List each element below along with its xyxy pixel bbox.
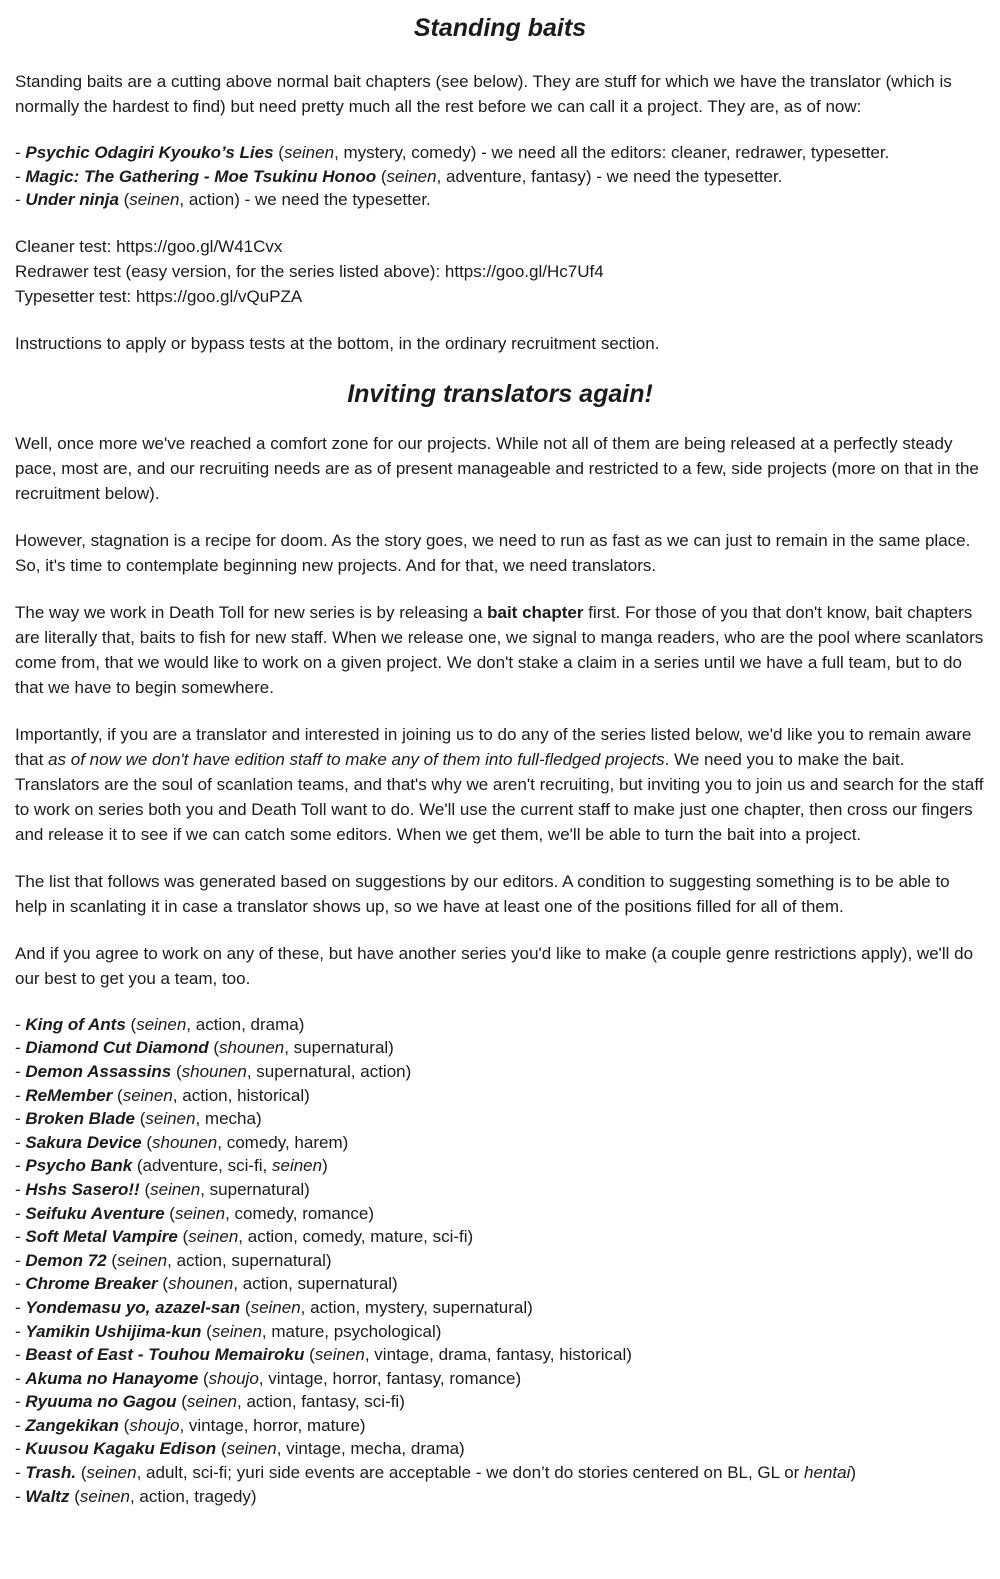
text-run: -: [15, 1038, 26, 1058]
series-list-item: [15, 1225, 985, 1249]
series-list-item: [15, 1107, 985, 1131]
text-run: shounen: [168, 1274, 234, 1294]
text-run: shounen: [219, 1038, 285, 1058]
text-run: Psychic Odagiri Kyouko’s Lies: [25, 143, 274, 162]
text-run: Waltz: [25, 1486, 70, 1506]
text-run: , adult, sci-fi; yuri side events are acceptable - we don’t do stories centered on BL, GL or: [136, 1463, 805, 1483]
test-instructions: [15, 331, 985, 356]
standing-bait-item: [15, 188, 985, 212]
stagnation-paragraph: [15, 528, 985, 578]
standing-bait-item: [15, 165, 985, 189]
text-run: -: [15, 1415, 26, 1435]
text-run: , mystery, comedy) - we need all the editors: cleaner, redrawer, typesetter.: [334, 143, 890, 162]
text-run: , vintage, mecha, drama): [276, 1439, 465, 1459]
text-run: (: [198, 1368, 209, 1388]
translator-invitation-details: [15, 722, 985, 847]
text-run: -: [15, 190, 26, 210]
text-run: (: [76, 1463, 87, 1483]
text-run: seinen: [250, 1297, 301, 1317]
text-run: seinen: [188, 1227, 239, 1247]
text-run: -: [15, 1085, 26, 1105]
text-run: Beast of East - Touhou Memairoku: [25, 1345, 305, 1365]
text-run: Akuma no Hanayome: [25, 1368, 199, 1388]
comfort-zone-paragraph: [15, 431, 985, 506]
text-run: (: [171, 1061, 182, 1081]
series-list-item: [15, 1461, 985, 1485]
test-line: [15, 284, 985, 309]
text-run: (: [208, 1038, 219, 1058]
text-run: ReMember: [25, 1085, 113, 1105]
text-run: seinen: [211, 1321, 262, 1341]
text-run: Magic: The Gathering - Moe Tsukinu Honoo: [25, 166, 377, 186]
text-run: Standing baits: [413, 14, 587, 42]
text-run: , action, comedy, mature, sci-fi): [238, 1227, 474, 1247]
text-run: (: [216, 1439, 227, 1459]
text-run: , mature, psychological): [261, 1321, 442, 1341]
text-run: Seifuku Aventure: [25, 1203, 165, 1223]
text-run: However, stagnation is a recipe for doom. As the story goes, we need to run as fast as we can just to remain in the same place. So, it's time to contemplate beginning new projects. And for that, we need translators.: [15, 530, 971, 575]
text-run: -: [15, 1061, 26, 1081]
series-list-item: [15, 1202, 985, 1226]
text-run: And if you agree to work on any of these, but have another series you'd like to make (a couple genre restrictions apply), we'll do our best to get you a team, too.: [15, 943, 974, 988]
text-run: shoujo: [129, 1415, 180, 1435]
text-run: seinen: [145, 1109, 196, 1129]
document-body: [15, 12, 985, 1508]
text-run: Hshs Sasero!!: [25, 1179, 140, 1199]
text-run: , action, supernatural): [167, 1250, 332, 1270]
text-run: (: [69, 1486, 80, 1506]
text-run: seinen: [122, 1085, 173, 1105]
text-run: Redrawer test (easy version, for the series listed above): https://goo.gl/Hc7Uf4: [15, 261, 604, 281]
text-run: Sakura Device: [25, 1132, 142, 1152]
text-run: as of now we don't have edition staff to make any of them into full-fledged projects: [48, 749, 665, 769]
standing-baits-intro: [15, 69, 985, 119]
text-run: -: [15, 1368, 26, 1388]
text-run: shounen: [181, 1061, 247, 1081]
text-run: seinen: [226, 1439, 277, 1459]
text-run: -: [15, 1014, 26, 1034]
text-run: (: [376, 166, 387, 186]
text-run: Ryuuma no Gagou: [25, 1392, 177, 1412]
text-run: seinen: [186, 1392, 238, 1412]
text-run: -: [15, 1156, 26, 1176]
text-run: hentai: [804, 1463, 851, 1483]
text-run: -: [15, 143, 26, 162]
text-run: seinen: [314, 1345, 365, 1365]
text-run: Under ninja: [25, 190, 119, 210]
text-run: (: [118, 1415, 130, 1435]
series-list-item: [15, 1084, 985, 1108]
text-run: (: [201, 1321, 212, 1341]
text-run: seinen: [283, 143, 335, 162]
text-run: -: [15, 1392, 26, 1412]
standing-baits-title: [15, 12, 985, 45]
text-run: Demon Assassins: [25, 1061, 172, 1081]
text-run: seinen: [86, 1463, 137, 1483]
text-run: , vintage, horror, fantasy, romance): [258, 1368, 522, 1388]
series-list-item: [15, 1013, 985, 1037]
series-list-item: [15, 1249, 985, 1273]
text-run: (: [139, 1179, 151, 1199]
text-run: seinen: [136, 1014, 187, 1034]
text-run: The way we work in Death Toll for new series is by releasing a: [15, 602, 488, 622]
text-run: ): [322, 1156, 328, 1176]
text-run: Cleaner test: https://goo.gl/W41Cvx: [15, 236, 283, 256]
text-run: Diamond Cut Diamond: [25, 1038, 209, 1058]
text-run: , supernatural): [284, 1038, 394, 1058]
text-run: -: [15, 1179, 26, 1199]
bait-chapter-explainer: [15, 600, 985, 700]
text-run: Well, once more we've reached a comfort zone for our projects. While not all of them are being released at a perfectly steady pace, most are, and our recruiting needs are as of present manageable and restricted to a few, side projects (more on that in the recruitment below).: [15, 433, 979, 503]
text-run: . We need you to make the bait. Translators are the soul of scanlation teams, and that's why we aren't recruiting, but inviting you to join us and search for the staff to work on series both you and Death Toll want to do. We'll use the current staff to make just one chapter, then cross our fingers and release it to see if we can catch some editors. When we get them, we'll be able to turn the bait into a project.: [15, 749, 984, 844]
text-run: (: [134, 1109, 146, 1129]
text-run: (: [106, 1250, 118, 1270]
text-run: , action, tragedy): [129, 1486, 257, 1506]
text-run: seinen: [174, 1203, 226, 1223]
text-run: seinen: [117, 1250, 168, 1270]
series-list-item: [15, 1036, 985, 1060]
text-run: Demon 72: [25, 1250, 107, 1270]
text-run: , vintage, drama, fantasy, historical): [364, 1345, 632, 1365]
text-run: seinen: [150, 1179, 201, 1199]
series-list-item: [15, 1437, 985, 1461]
text-run: Instructions to apply or bypass tests at the bottom, in the ordinary recruitment section.: [15, 333, 660, 353]
text-run: seinen: [271, 1156, 323, 1176]
test-line: [15, 259, 985, 284]
text-run: , action, historical): [172, 1085, 310, 1105]
other-series-paragraph: [15, 941, 985, 991]
text-run: -: [15, 1250, 26, 1270]
text-run: -: [15, 1439, 26, 1459]
series-list-item: [15, 1414, 985, 1438]
text-run: Psycho Bank: [25, 1156, 133, 1176]
text-run: Typesetter test: https://goo.gl/vQuPZA: [15, 286, 303, 306]
text-run: (: [157, 1274, 169, 1294]
text-run: , action, supernatural): [233, 1274, 398, 1294]
text-run: ): [850, 1463, 857, 1483]
series-list-item: [15, 1320, 985, 1344]
text-run: Yondemasu yo, azazel-san: [25, 1297, 241, 1317]
text-run: seinen: [129, 190, 180, 210]
text-run: Trash.: [25, 1463, 77, 1483]
text-run: , supernatural, action): [246, 1061, 412, 1081]
text-run: (: [141, 1132, 153, 1152]
text-run: (: [118, 190, 130, 210]
standing-baits-list: [15, 141, 985, 212]
text-run: (adventure, sci-fi,: [132, 1156, 272, 1176]
text-run: -: [15, 1274, 26, 1294]
test-line: [15, 234, 985, 259]
series-list-item: [15, 1485, 985, 1509]
text-run: , comedy, romance): [225, 1203, 375, 1223]
text-run: Soft Metal Vampire: [25, 1227, 178, 1247]
text-run: , action, fantasy, sci-fi): [237, 1392, 405, 1412]
text-run: , mecha): [195, 1109, 262, 1129]
text-run: (: [176, 1392, 187, 1412]
text-run: (: [240, 1297, 251, 1317]
series-list-item: [15, 1390, 985, 1414]
text-run: , supernatural): [200, 1179, 310, 1199]
series-list-item: [15, 1343, 985, 1367]
text-run: (: [273, 143, 284, 162]
series-list-item: [15, 1178, 985, 1202]
text-run: seinen: [386, 166, 437, 186]
text-run: Broken Blade: [25, 1109, 135, 1129]
text-run: Yamikin Ushijima-kun: [25, 1321, 202, 1341]
text-run: King of Ants: [25, 1014, 126, 1034]
series-list-item: [15, 1272, 985, 1296]
text-run: -: [15, 166, 26, 186]
series-list-item: [15, 1367, 985, 1391]
test-links: [15, 234, 985, 309]
text-run: seinen: [79, 1486, 130, 1506]
text-run: , comedy, harem): [217, 1132, 349, 1152]
text-run: , action) - we need the typesetter.: [179, 190, 431, 210]
text-run: -: [15, 1132, 26, 1152]
series-list-item: [15, 1060, 985, 1084]
text-run: Kuusou Kagaku Edison: [25, 1439, 217, 1459]
text-run: Zangekikan: [25, 1415, 119, 1435]
text-run: (: [177, 1227, 189, 1247]
text-run: -: [15, 1227, 26, 1247]
text-run: -: [15, 1486, 26, 1506]
text-run: -: [15, 1321, 26, 1341]
text-run: -: [15, 1463, 26, 1483]
text-run: -: [15, 1297, 26, 1317]
text-run: , adventure, fantasy) - we need the typesetter.: [436, 166, 783, 186]
standing-bait-item: [15, 141, 985, 165]
text-run: (: [112, 1085, 123, 1105]
text-run: , action, drama): [186, 1014, 305, 1034]
text-run: Inviting translators again!: [347, 379, 653, 408]
series-list-item: [15, 1296, 985, 1320]
text-run: -: [15, 1345, 26, 1365]
list-origin-paragraph: [15, 869, 985, 919]
text-run: Standing baits are a cutting above normal bait chapters (see below). They are stuff for which we have the translator (which is normally the hardest to find) but need pretty much all the rest before we can call it a project. They are, as of now:: [15, 72, 952, 116]
text-run: (: [304, 1345, 315, 1365]
text-run: (: [164, 1203, 175, 1223]
series-list-item: [15, 1154, 985, 1178]
text-run: , vintage, horror, mature): [179, 1415, 366, 1435]
text-run: Chrome Breaker: [25, 1274, 158, 1294]
text-run: bait chapter: [487, 602, 584, 622]
text-run: -: [15, 1109, 26, 1129]
text-run: Importantly, if you are a translator and interested in joining us to do any of the series listed below, we'd like you to remain aware that: [15, 724, 972, 769]
text-run: , action, mystery, supernatural): [300, 1297, 533, 1317]
series-list-item: [15, 1131, 985, 1155]
text-run: first. For those of you that don't know, bait chapters are literally that, baits to fish for new staff. When we release one, we signal to manga readers, who are the pool where scanlators come from, that we would like to work on a given project. We don't stake a claim in a series until we have a full team, but to do that we have to begin somewhere.: [15, 602, 984, 697]
text-run: shounen: [152, 1132, 218, 1152]
text-run: -: [15, 1203, 26, 1223]
text-run: (: [125, 1014, 137, 1034]
text-run: The list that follows was generated based on suggestions by our editors. A condition to suggesting something is to be able to help in scanlating it in case a translator shows up, so we have at least one of the positions filled for all of them.: [15, 871, 950, 916]
text-run: shoujo: [208, 1368, 259, 1388]
inviting-translators-title: [15, 378, 985, 411]
series-list: [15, 1013, 985, 1508]
